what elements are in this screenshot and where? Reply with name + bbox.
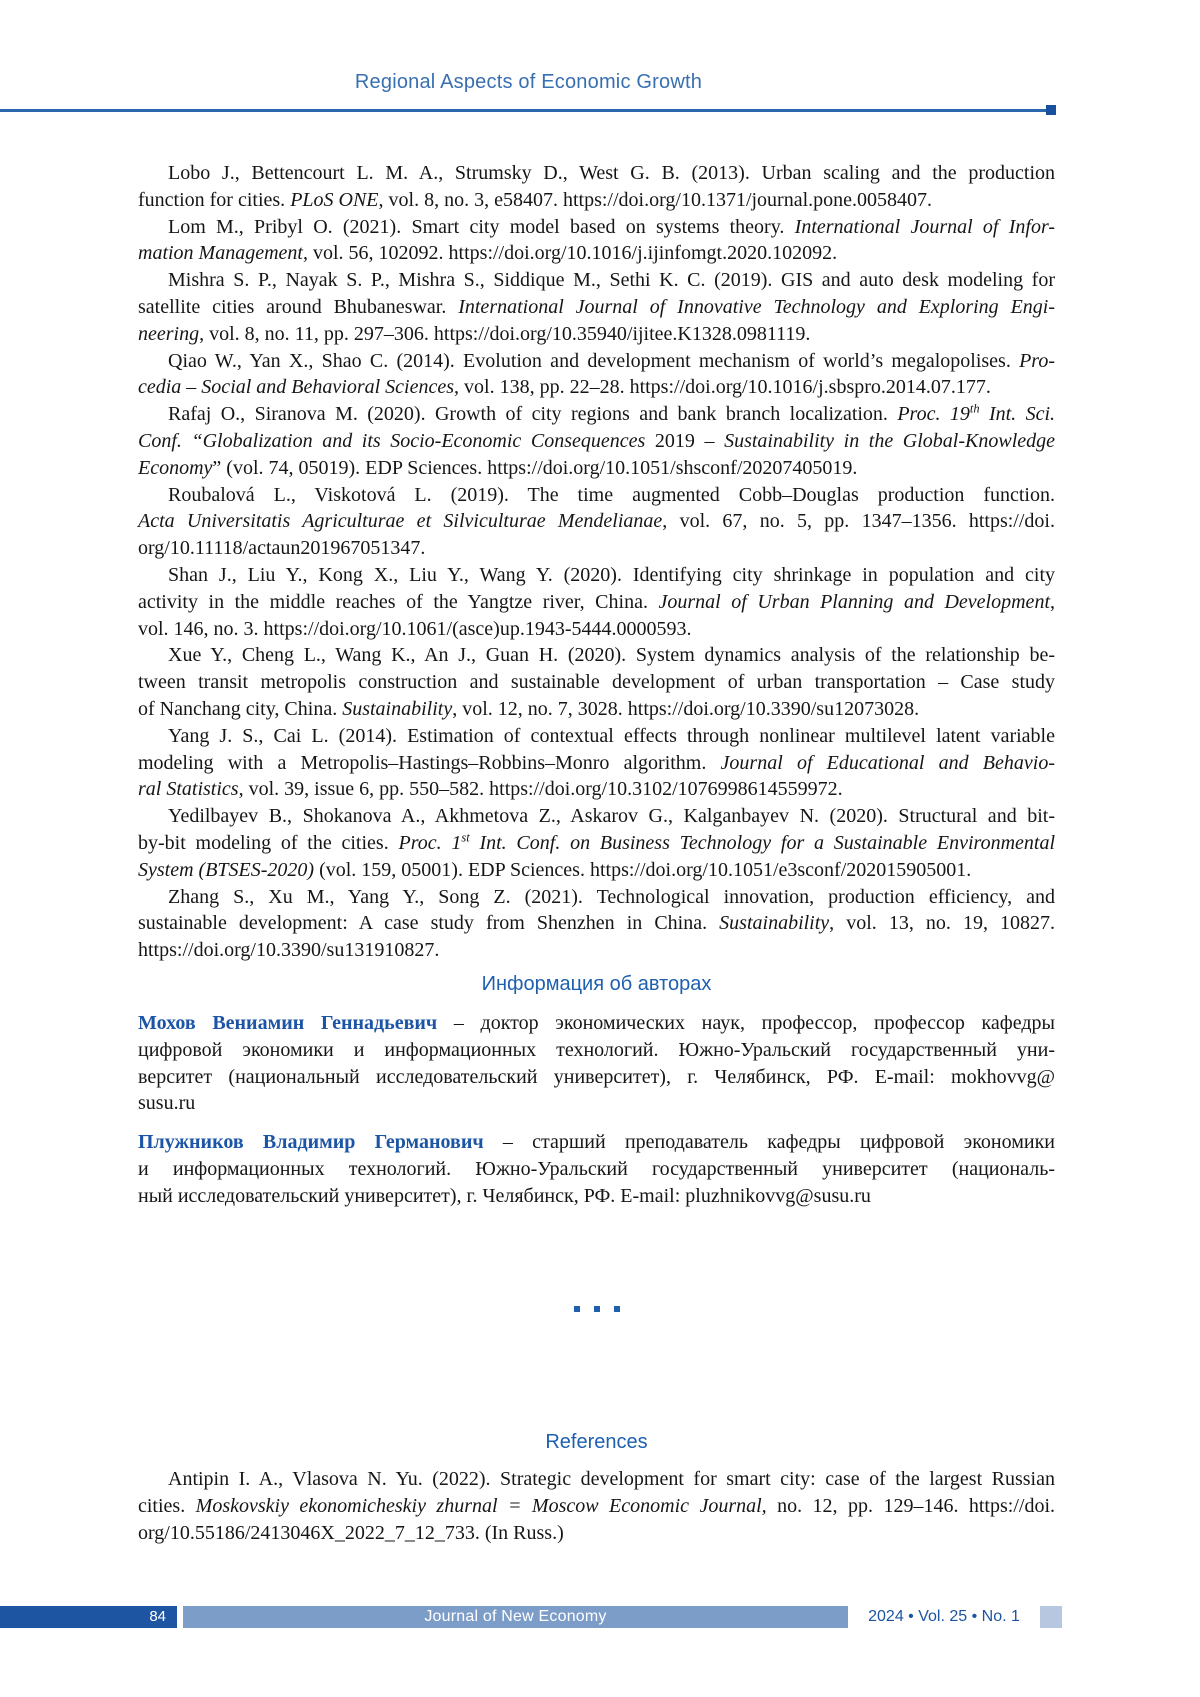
text-line: Плужников Владимир Германович – старший преподаватель кафедры цифровой экономики [138, 1131, 1055, 1154]
text-line: neering, vol. 8, no. 11, pp. 297–306. https://doi.org/10.35940/ijitee.K1328.0981119. [138, 322, 811, 345]
separator-square-icon [574, 1306, 580, 1312]
reference-entry [138, 267, 1055, 347]
text-line: Mishra S. P., Nayak S. P., Mishra S., Siddique M., Sethi K. C. (2019). GIS and auto desk modeling for [168, 269, 1055, 292]
journal-name-bar: Journal of New Economy [183, 1606, 848, 1628]
text-line: of Nanchang city, China. Sustainability, vol. 12, no. 7, 3028. https://doi.org/10.3390/su12073028. [138, 697, 920, 720]
text-line: mation Management, vol. 56, 102092. https://doi.org/10.1016/j.ijinfomgt.2020.102092. [138, 242, 838, 265]
reference-entry [138, 348, 1055, 402]
text-line: sustainable development: A case study from Shenzhen in China. Sustainability, vol. 13, no. 19, 10827. [138, 912, 1055, 935]
text-line: System (BTSES-2020) (vol. 159, 05001). EDP Sciences. https://doi.org/10.1051/e3sconf/202015905001. [138, 858, 972, 881]
english-references-list [138, 1466, 1055, 1546]
reference-entry [138, 401, 1055, 481]
text-line: верситет (национальный исследовательский университет), г. Челябинск, РФ. E-mail: mokhovvg@ [138, 1065, 1055, 1088]
text-line: susu.ru [138, 1092, 196, 1115]
reference-entry [138, 562, 1055, 642]
separator-square-icon [594, 1306, 600, 1312]
text-line: cedia – Social and Behavioral Sciences, vol. 138, pp. 22–28. https://doi.org/10.1016/j.sbspro.2014.07.177. [138, 376, 991, 399]
author-entry [138, 1129, 1055, 1209]
footer-bar [0, 1606, 1200, 1628]
text-line: modeling with a Metropolis–Hastings–Robbins–Monro algorithm. Journal of Educational and Behavio- [138, 751, 1055, 774]
page-number-box: 84 [0, 1606, 177, 1628]
issue-info: 2024 • Vol. 25 • No. 1 [868, 1608, 1020, 1625]
header-rule-end-square [1046, 105, 1056, 115]
text-line: Economy” (vol. 74, 05019). EDP Sciences. https://doi.org/10.1051/shsconf/20207405019. [138, 456, 858, 479]
text-line: цифровой экономики и информационных технологий. Южно-Уральский государственный уни- [138, 1038, 1055, 1061]
text-line: Lobo J., Bettencourt L. M. A., Strumsky D., West G. B. (2013). Urban scaling and the production [168, 162, 1055, 184]
text-line: activity in the middle reaches of the Yangtze river, China. Journal of Urban Planning and Development, [138, 590, 1055, 613]
reference-entry [138, 642, 1055, 722]
text-line: Lom M., Pribyl O. (2021). Smart city model based on systems theory. International Journal of Infor- [168, 215, 1055, 238]
text-line: org/10.55186/2413046X_2022_7_12_733. (In Russ.) [138, 1521, 564, 1544]
text-line: vol. 146, no. 3. https://doi.org/10.1061/(asce)up.1943-5444.0000593. [138, 617, 692, 640]
text-line: function for cities. PLoS ONE, vol. 8, no. 3, e58407. https://doi.org/10.1371/journal.pone.0058407. [138, 188, 933, 211]
russian-references-list [138, 160, 1055, 964]
text-line: cities. Moskovskiy ekonomicheskiy zhurnal = Moscow Economic Journal, no. 12, pp. 129–146. https://doi. [138, 1494, 1056, 1517]
text-line: org/10.11118/actaun201967051347. [138, 537, 426, 560]
references-heading: References [545, 1431, 648, 1453]
author-name: Мохов Вениамин Геннадьевич [138, 1012, 438, 1034]
separator-square-icon [614, 1306, 620, 1312]
footer-accent-square [1040, 1606, 1062, 1628]
text-line: Xue Y., Cheng L., Wang K., An J., Guan H. (2020). System dynamics analysis of the relationship be- [168, 644, 1055, 667]
reference-entry [138, 482, 1055, 562]
text-line: by-bit modeling of the cities. Proc. 1st Int. Conf. on Business Technology for a Sustainable Environmental [138, 830, 1056, 854]
text-line: Zhang S., Xu M., Yang Y., Song Z. (2021). Technological innovation, production efficiency, and [168, 885, 1055, 908]
header-rule [0, 109, 1048, 112]
authors-info-heading: Информация об авторах [481, 973, 712, 995]
text-line: satellite cities around Bhubaneswar. International Journal of Innovative Technology and Exploring Engi- [138, 295, 1055, 318]
text-line: Acta Universitatis Agriculturae et Silviculturae Mendelianae, vol. 67, no. 5, pp. 1347–1356. https://doi. [138, 510, 1055, 533]
text-line: Conf. “Globalization and its Socio-Economic Consequences 2019 – Sustainability in the Global-Knowledge [138, 429, 1056, 452]
text-line: https://doi.org/10.3390/su131910827. [138, 939, 440, 962]
text-line: tween transit metropolis construction and sustainable development of urban transportation – Case study [138, 671, 1055, 694]
text-line: и информационных технологий. Южно-Уральский государственный университет (националь- [138, 1157, 1055, 1180]
reference-entry [138, 884, 1055, 964]
author-entry [138, 1010, 1055, 1117]
text-line: Shan J., Liu Y., Kong X., Liu Y., Wang Y. (2020). Identifying city shrinkage in population and city [168, 563, 1055, 586]
reference-entry [138, 214, 1055, 268]
text-line: ral Statistics, vol. 39, issue 6, pp. 550–582. https://doi.org/10.3102/1076998614559972. [138, 778, 843, 801]
text-line: Yedilbayev B., Shokanova A., Akhmetova Z., Askarov G., Kalganbayev N. (2020). Structural and bit- [168, 805, 1055, 828]
reference-entry [138, 160, 1055, 214]
section-separator [138, 1306, 1055, 1312]
text-line: Antipin I. A., Vlasova N. Yu. (2022). Strategic development for smart city: case of the largest Russian [168, 1468, 1055, 1490]
text-line: Roubalová L., Viskotová L. (2019). The time augmented Cobb–Douglas production function. [168, 483, 1055, 506]
author-name: Плужников Владимир Германович [138, 1131, 484, 1154]
authors-info-list [138, 1010, 1055, 1210]
reference-entry [138, 723, 1055, 803]
text-line: Qiao W., Yan X., Shao C. (2014). Evolution and development mechanism of world’s megalopolises. Pro- [168, 349, 1055, 372]
text-line: ный исследовательский университет), г. Челябинск, РФ. E-mail: pluzhnikovvg@susu.ru [138, 1184, 871, 1207]
text-line: Yang J. S., Cai L. (2014). Estimation of contextual effects through nonlinear multilevel latent variable [168, 724, 1055, 747]
text-line: Мохов Вениамин Геннадьевич – доктор экономических наук, профессор, профессор кафедры [138, 1012, 1055, 1034]
reference-entry [138, 1466, 1055, 1546]
running-head-title: Regional Aspects of Economic Growth [354, 71, 703, 93]
text-line: Rafaj O., Siranova M. (2020). Growth of city regions and bank branch localization. Proc. 19th Int. Sci. [168, 401, 1055, 426]
reference-entry [138, 803, 1055, 883]
